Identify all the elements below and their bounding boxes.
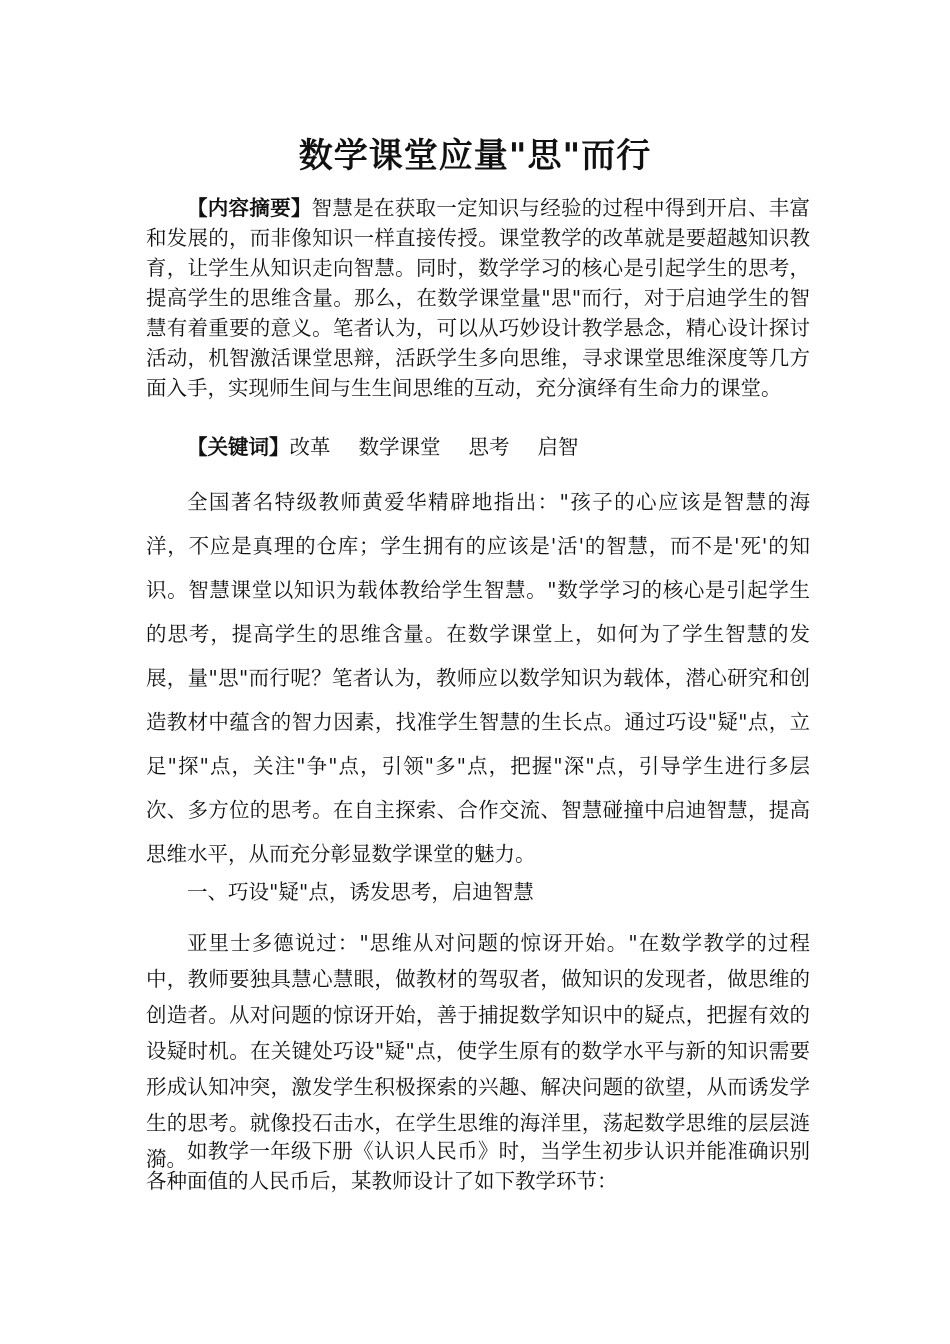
intro-paragraph: 全国著名特级教师黄爱华精辟地指出："孩子的心应该是智慧的海洋，不应是真理的仓库；学生拥有的应该是'活'的智慧，而不是'死'的知识。智慧课堂以知识为载体教给学生智慧。"数学学习的核心是引起学生的思考，提高学生的思维含量。在数学课堂上，如何为了学生智慧的发展，量"思"而行呢？笔者认为，教师应以数学知识为载体，潜心研究和创造教材中蕴含的智力因素，找准学生智慧的生长点。通过巧设"疑"点，立足"探"点，关注"争"点，引领"多"点，把握"深"点，引导学生进行多层次、多方位的思考。在自主探索、合作交流、智慧碰撞中启迪智慧，提高思维水平，从而充分彰显数学课堂的魅力。 (146, 490, 810, 866)
section-1-paragraph: 亚里士多德说过："思维从对问题的惊讶开始。"在数学教学的过程中，教师要独具慧心慧眼，做教材的驾驭者，做知识的发现者，做思维的创造者。从对问题的惊讶开始，善于捕捉数学知识中的疑点，把握有效的设疑时机。在关键处巧设"疑"点，使学生原有的数学水平与新的知识需要形成认知冲突，激发学生积极探索的兴趣、解决问题的欲望，从而诱发学生的思考。就像投石击水，在学生思维的海洋里，荡起数学思维的层层涟漪。 (146, 931, 810, 1171)
keywords-label: 【关键词】 (187, 435, 290, 459)
abstract-text: 智慧是在获取一定知识与经验的过程中得到开启、丰富和发展的，而非像知识一样直接传授。课堂教学的改革就是要超越知识教育，让学生从知识走向智慧。同时，数学学习的核心是引起学生的思考，提高学生的思维含量。那么，在数学课堂量"思"而行，对于启迪学生的智慧有着重要的意义。笔者认为，可以从巧妙设计教学悬念，精心设计探讨活动，机智激活课堂思辩，活跃学生多向思维，寻求课堂思维深度等几方面入手，实现师生间与生生间思维的互动，充分演绎有生命力的课堂。 (146, 196, 810, 400)
document-title: 数学课堂应量"思"而行 (298, 136, 652, 176)
abstract-label: 【内容摘要】 (187, 196, 312, 220)
example-paragraph: 如教学一年级下册《认识人民币》时，当学生初步认识并能准确识别各种面值的人民币后，某教师设计了如下教学环节： (146, 1139, 810, 1193)
keyword-item: 改革 (289, 435, 331, 459)
keyword-item: 思考 (468, 435, 510, 459)
keyword-item: 数学课堂 (358, 435, 441, 459)
abstract-paragraph (146, 193, 810, 403)
keyword-item: 启智 (537, 435, 579, 459)
section-heading-1: 一、巧设"疑"点，诱发思考，启迪智慧 (187, 880, 534, 904)
keywords-line (146, 432, 810, 462)
